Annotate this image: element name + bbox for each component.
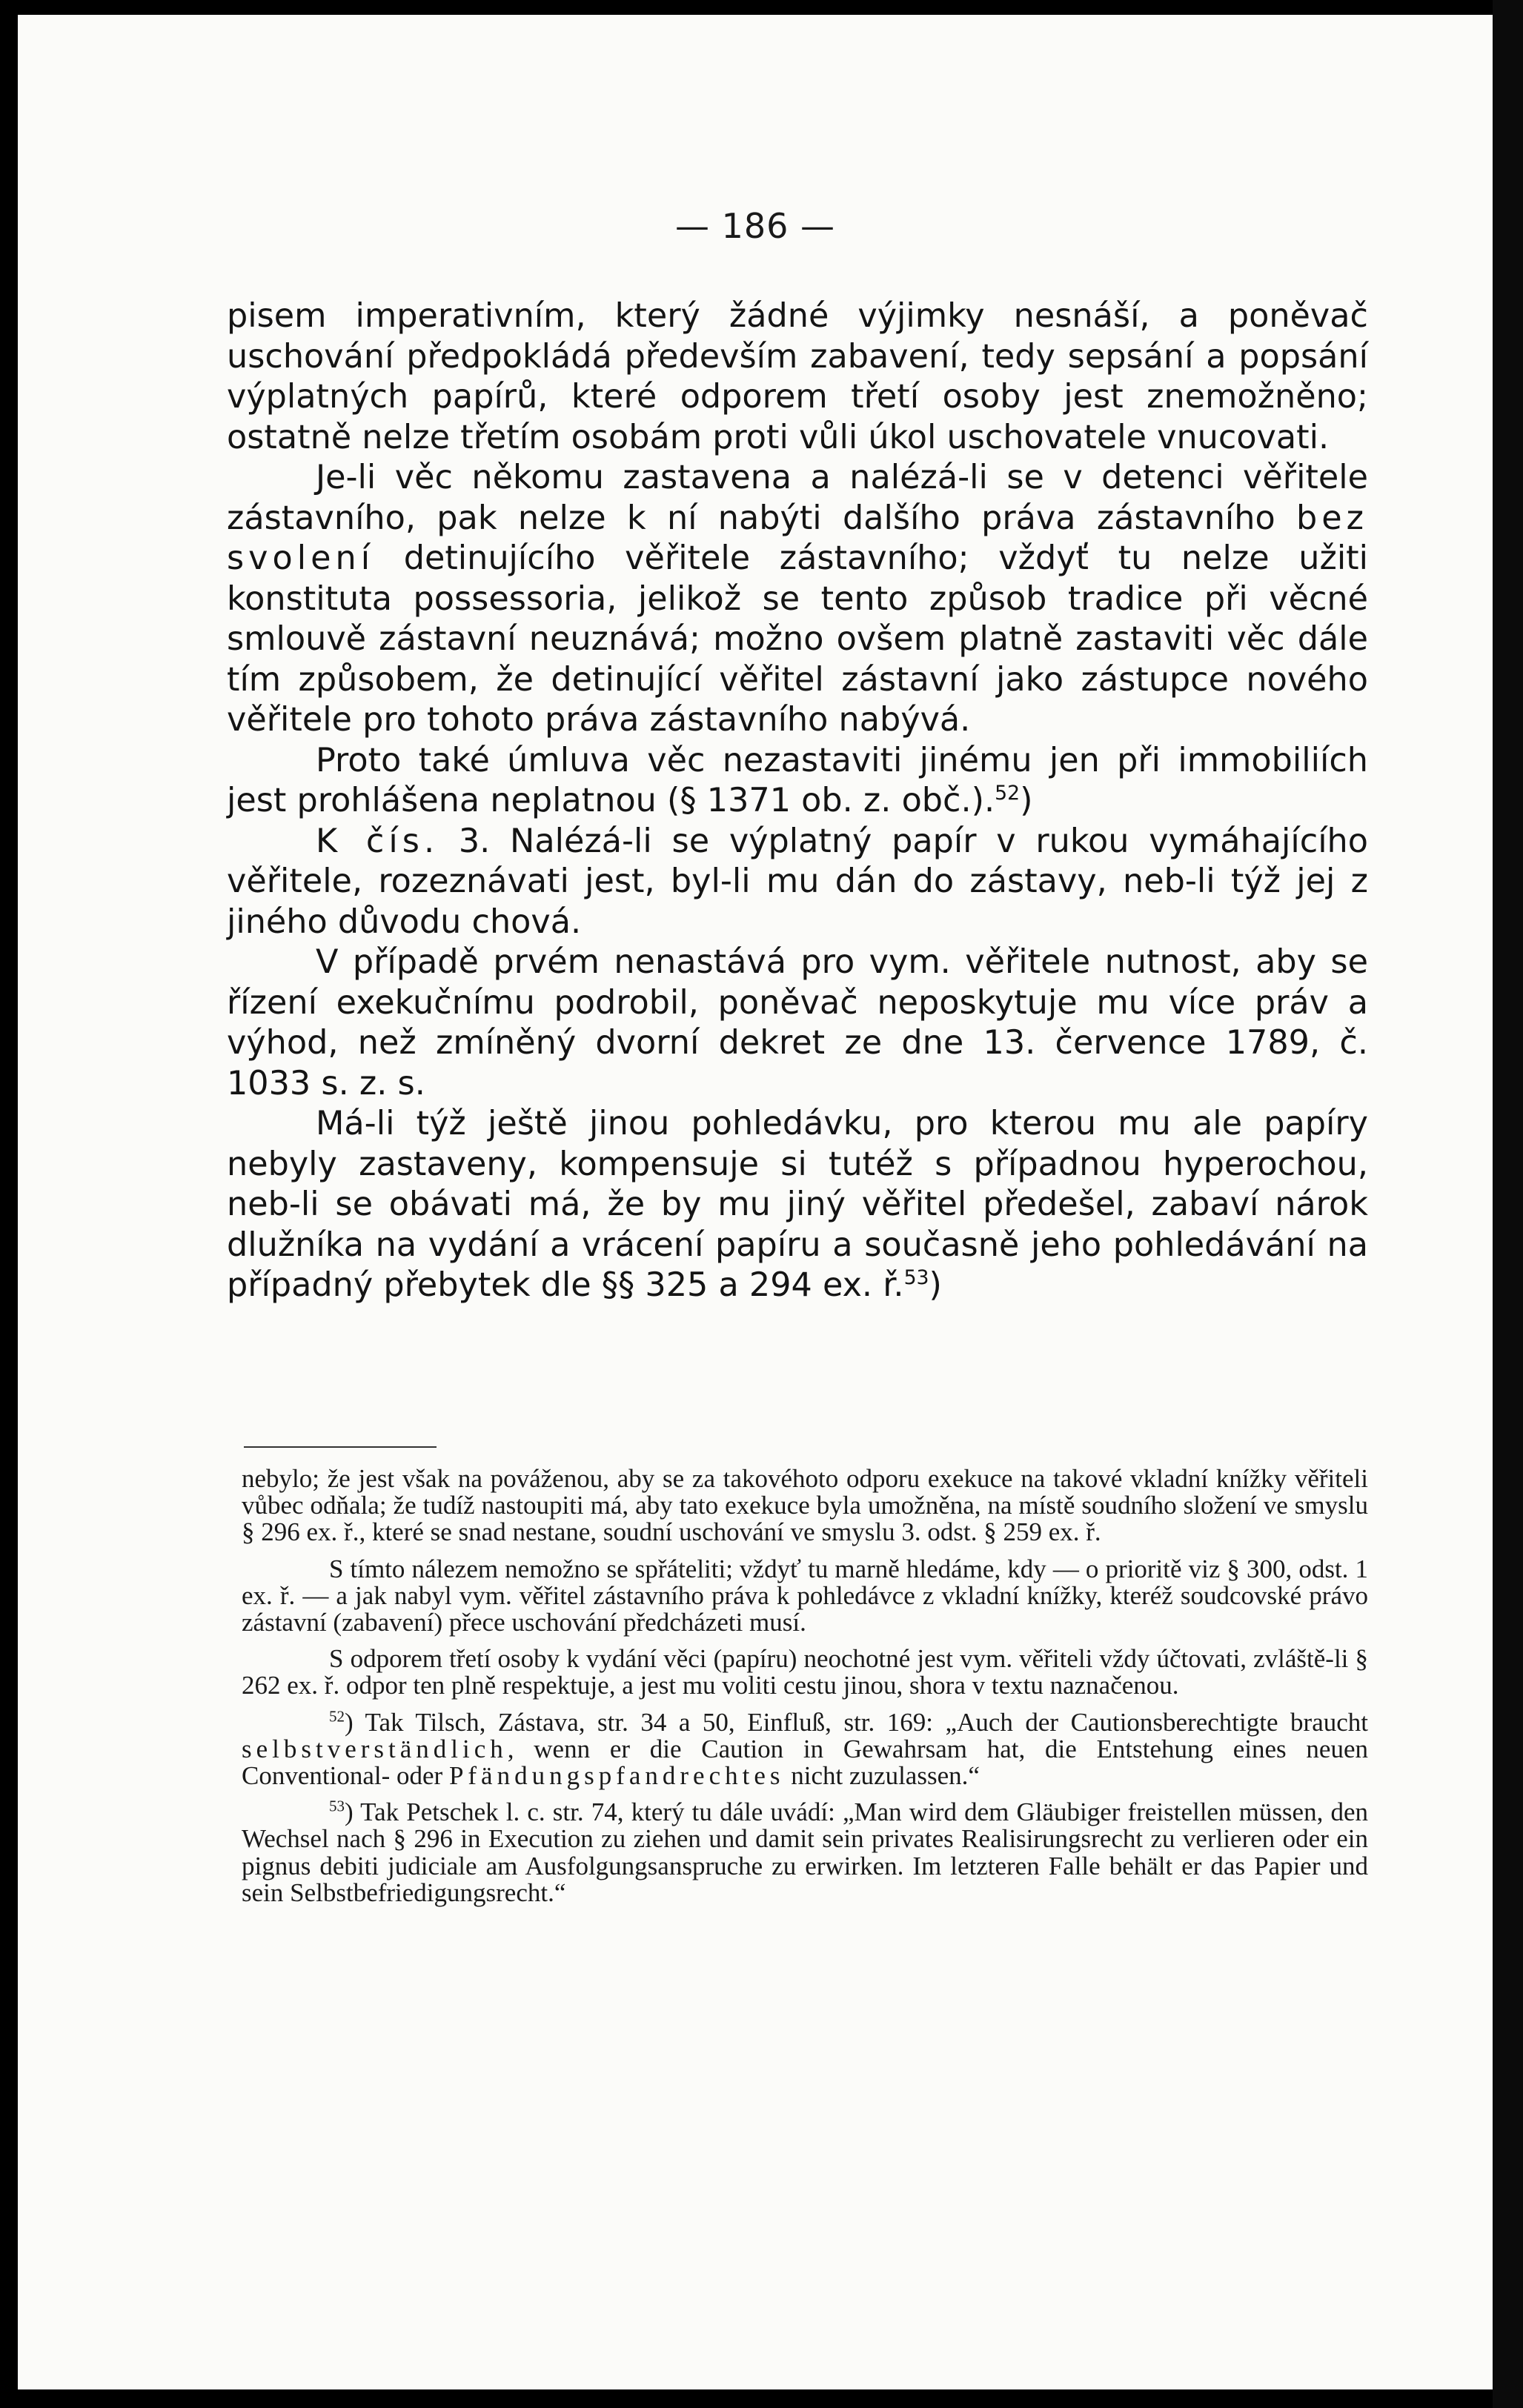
scan-edge: [1493, 0, 1523, 2408]
footnote-52-part-a: ) Tak Tilsch, Zástava, str. 34 a 50, Einfluß, str. 169: „Auch der Cautionsberechtigte braucht: [345, 1707, 1368, 1737]
footnote-ref-53: 53: [903, 1266, 929, 1290]
paragraph-4: [227, 822, 1368, 943]
paragraph-3: [227, 741, 1368, 822]
paragraph-2: [227, 458, 1368, 741]
footnote-52-part-c: , wenn er die Caution in Gewahrsam hat, die Entstehung eines neuen Conventional- oder: [242, 1734, 1368, 1791]
paragraph-1: pisem imperativním, který žádné výjimky nesnáší, a poněvač uschování předpokládá především zabavení, tedy sepsání a popsání výplatných papírů, které odporem třetí osoby jest znemožněno; ostatně nelze třetím osobám proti vůli úkol uschovatele vnucovati.: [227, 297, 1368, 456]
footnote-divider: [244, 1446, 437, 1448]
paragraph-5: V případě prvém nenastává pro vym. věřitele nutnost, aby se řízení exekučnímu podrobil, poněvač neposkytuje mu více práv a výhod, než zmíněný dvorní dekret ze dne 13. července 1789, č. 1033 s. z. s.: [227, 943, 1368, 1102]
footnote-continuation: nebylo; že jest však na pováženou, aby se za takovéhoto odporu exekuce na takové vkladní knížky věřiteli vůbec odňala; že tudíž nastoupiti má, aby tato exekuce byla umožněna, na místě soudního složení ve smyslu § 296 ex. ř., které se snad nestane, soudní uschování ve smyslu 3. odst. § 259 ex. ř.: [242, 1464, 1368, 1547]
book-page: [18, 15, 1493, 2389]
paragraph-4-text: 3. Nalézá-li se výplatný papír v rukou vymáhajícího věřitele, rozeznávati jest, byl-li mu dán do zástavy, neb-li týž jej z jiného důvodu chová.: [227, 822, 1368, 941]
footnote-52: [242, 1706, 1368, 1791]
emphasis-bez-svoleni: bez svolení: [227, 499, 1368, 577]
paragraph-6: [227, 1104, 1368, 1306]
footnote-paragraph-3: S odporem třetí osoby k vydání věci (papíru) neochotné jest vym. věřiteli vždy účtovati, zvláště-li § 262 ex. ř. odpor ten plně respektuje, a jest mu voliti cestu jinou, shora v textu naznačenou.: [242, 1644, 1368, 1700]
paragraph-3-text: Proto také úmluva věc nezastaviti jinému jen při immobiliích jest prohlášena neplatnou (§ 1371 ob. z. obč.).: [227, 741, 1368, 819]
footnote-paragraph-2: S tímto nálezem nemožno se spřáteliti; vždyť tu marně hledáme, kdy — o prioritě viz § 300, odst. 1 ex. ř. — a jak nabyl vym. věřitel zástavního práva k pohledávce z vkladní knížky, kteréž soudcovské právo zástavní (zabavení) přece uschování předcházeti musí.: [242, 1554, 1368, 1637]
footnote-53-text: ) Tak Petschek l. c. str. 74, který tu dále uvádí: „Man wird dem Gläubiger freistellen müssen, den Wechsel nach § 296 in Execution zu ziehen und damit sein privates Realisirungsrecht zu verlieren oder ein pignus debiti judiciale am Ausfolgungsanspruche zu erwirken. Im letzteren Falle behält er das Papier und sein Selbstbefriedigungsrecht.“: [242, 1797, 1368, 1907]
paragraph-3-close: ): [1020, 782, 1033, 819]
footnote-52-marker: 52: [329, 1706, 345, 1725]
footnote-ref-52: 52: [995, 782, 1021, 805]
heading-k-cis: K čís.: [316, 822, 439, 860]
paragraph-6-close: ): [929, 1266, 942, 1304]
footnote-53: [242, 1799, 1368, 1906]
paragraph-2-part-c: detinujícího věřitele zástavního; vždyť tu nelze užiti konstituta possessoria, jelikož se tento způsob tradice při věcné smlouvě zástavní neuznává; možno ovšem platně zastaviti věc dále tím způsobem, že detinující věřitel zástavní jako zástupce nového věřitele pro tohoto práva zástavního nabývá.: [227, 539, 1368, 739]
footnote-53-marker: 53: [329, 1797, 345, 1815]
main-text: [227, 296, 1368, 1306]
footnote-52-emphasis-2: Pfändungspfandrechtes: [448, 1761, 785, 1791]
footnote-52-part-e: nicht zuzulassen.“: [784, 1761, 980, 1791]
footnotes: [242, 1466, 1368, 1906]
page-number: — 186 —: [674, 206, 836, 246]
paragraph-6-text: Má-li týž ještě jinou pohledávku, pro kterou mu ale papíry nebyly zastaveny, kompensuje si tutéž s případnou hyperochou, neb-li se obávati má, že by mu jiný věřitel předešel, zabaví nárok dlužníka na vydání a vrácení papíru a současně jeho pohledávání na případný přebytek dle §§ 325 a 294 ex. ř.: [227, 1105, 1368, 1304]
footnote-52-emphasis-1: selbstverständlich: [242, 1734, 508, 1763]
paragraph-2-part-a: Je-li věc někomu zastavena a nalézá-li se v detenci věřitele zástavního, pak nelze k ní nabýti dalšího práva zástavního: [227, 459, 1368, 537]
